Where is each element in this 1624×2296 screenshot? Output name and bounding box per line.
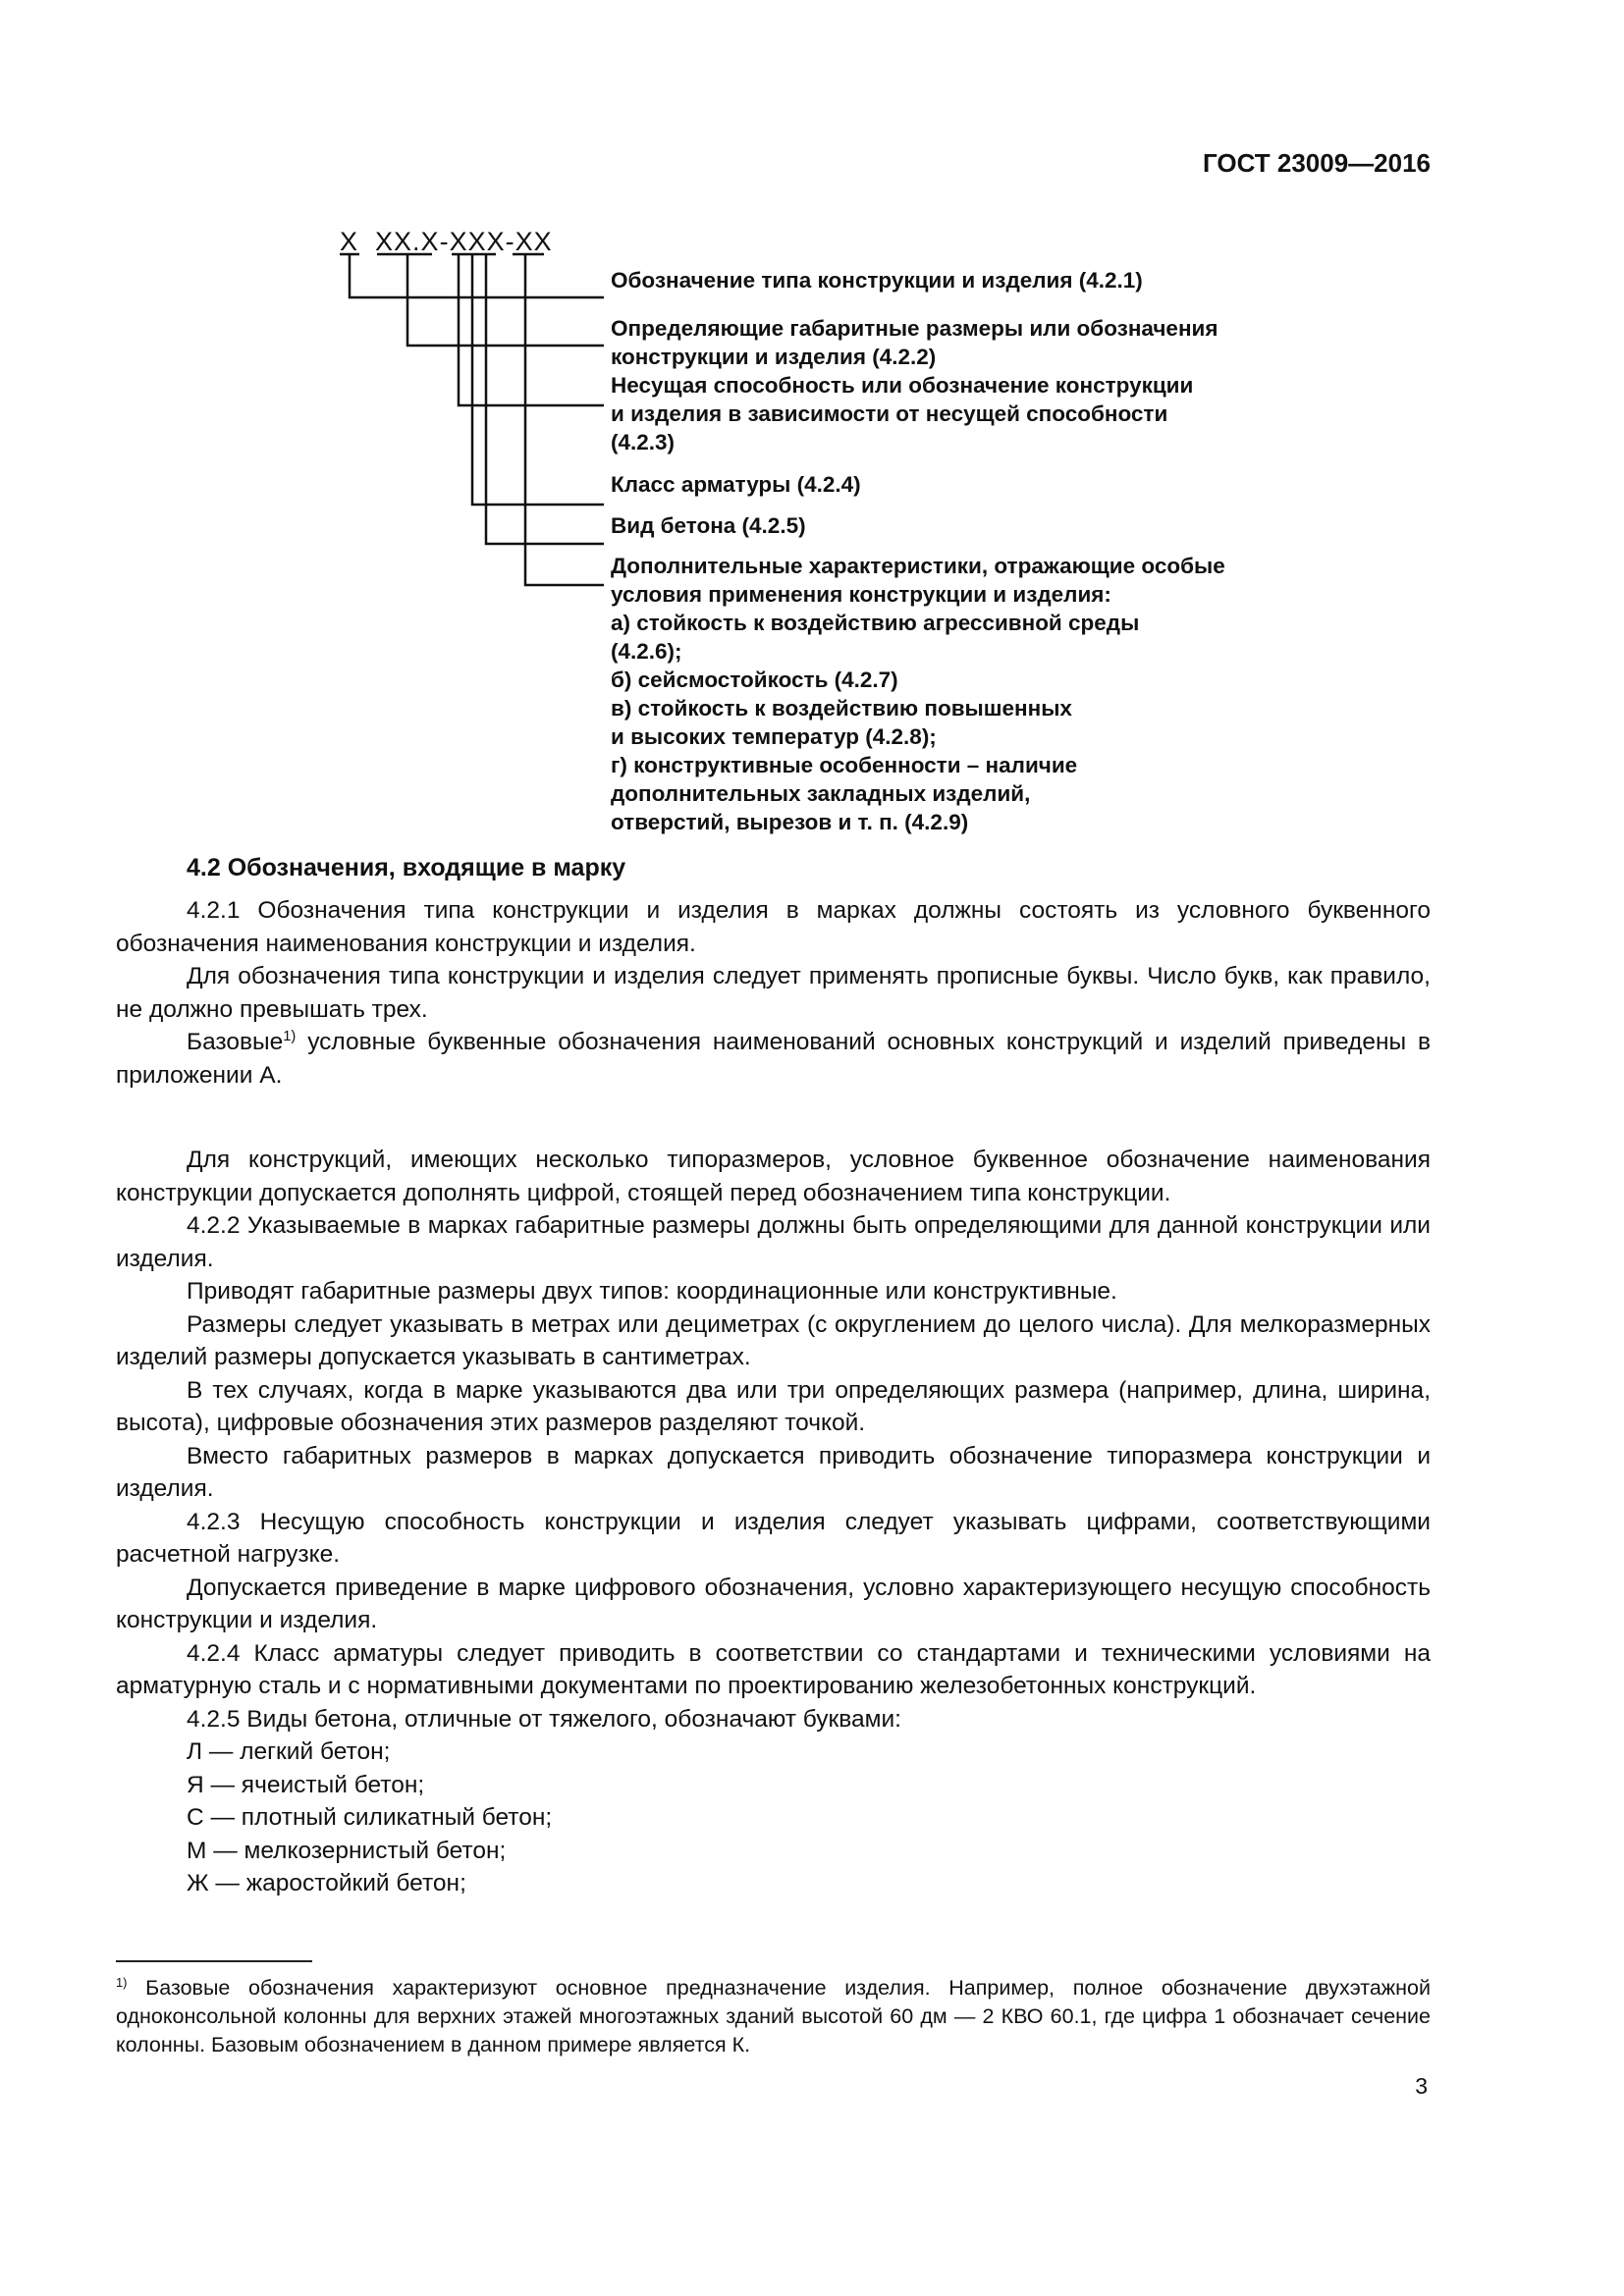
mark-structure-diagram <box>334 221 1225 839</box>
paragraph: 4.2.5 Виды бетона, отличные от тяжелого, обозначают буквами: <box>187 1705 901 1733</box>
paragraph: Размеры следует указывать в метрах или дециметрах (с округлением до целого числа). Для мелкоразмерных изделий размеры допускается указывать в сантиметрах. <box>116 1310 1431 1370</box>
footnote: $^{1)}$ Базовые обозначения характеризуют основное предназначение изделия. Например, полное обозначение двухэтажной одноконсольной колонны для верхних этажей многоэтажных зданий высотой 60 дм — 2 КВО 60.1, где цифра 1 обозначает сечение колонны. Базовым обозначением в данном примере является К. <box>116 1974 1431 2056</box>
label-type: Обозначение типа конструкции и изделия (4.2.1) <box>611 268 1143 293</box>
mark-part-extra: ХХ <box>514 227 553 256</box>
section-heading: 4.2 Обозначения, входящие в марку <box>187 854 626 881</box>
mark-part-capacity: ХХХ <box>449 227 506 256</box>
standard-header: ГОСТ 23009—2016 <box>1203 148 1431 178</box>
footnote-divider <box>116 1960 312 1962</box>
concrete-type-item: М — мелкозернистый бетон; <box>187 1837 507 1864</box>
paragraph: Вместо габаритных размеров в марках допускается приводить обозначение типоразмера конструкции и изделия. <box>116 1442 1431 1502</box>
concrete-type-item: Л — легкий бетон; <box>187 1738 391 1765</box>
concrete-type-item: С — плотный силикатный бетон; <box>187 1804 553 1831</box>
paragraph: 4.2.2 Указываемые в марках габаритные размеры должны быть определяющими для данной конструкции или изделия. <box>116 1212 1431 1272</box>
paragraph: Допускается приведение в марке цифрового обозначения, условно характеризующего несущую способность конструкции и изделия. <box>116 1574 1431 1633</box>
concrete-type-item: Я — ячеистый бетон; <box>187 1771 425 1798</box>
footnote-marker: 1) <box>116 1974 128 1990</box>
section-body <box>116 854 1431 1900</box>
label-reinforcement: Класс арматуры (4.2.4) <box>611 472 861 497</box>
mark-part-sizes: ХХ.Х <box>375 227 440 256</box>
label-concrete: Вид бетона (4.2.5) <box>611 513 806 538</box>
page-number: 3 <box>1415 2073 1428 2099</box>
paragraph: 4.2.4 Класс арматуры следует приводить в соответствии со стандартами и техническими условиями на арматурную сталь и с нормативными документами по проектированию железобетонных конструкций. <box>116 1639 1431 1699</box>
label-additional: Дополнительные характеристики, отражающие особые условия применения конструкции и изделия: а) стойкость к воздействию агрессивной среды (4.2.6); б) сейсмостойкость (4.2.7) в) стойкость к воздействию повышенных и высоких температур (4.2.8); г) конструктивные особенности – наличие дополнительных закладных изделий, отверстий, вырезов и т. п. (4.2.9) <box>611 554 1225 834</box>
paragraph: Приводят габаритные размеры двух типов: координационные или конструктивные. <box>187 1278 1117 1305</box>
paragraph: В тех случаях, когда в марке указываются два или три определяющих размера (например, длина, ширина, высота), цифровые обозначения этих размеров разделяют точкой. <box>116 1376 1431 1436</box>
paragraph: Для конструкций, имеющих несколько типоразмеров, условное буквенное обозначение наименования конструкции допускается дополнять цифрой, стоящей перед обозначением типа конструкции. <box>116 1147 1431 1206</box>
label-sizes-capacity: Определяющие габаритные размеры или обозначения конструкции и изделия (4.2.2) Несущая способность или обозначение конструкции и изделия в зависимости от несущей способности (4.2.3) <box>611 316 1218 454</box>
paragraph: Для обозначения типа конструкции и изделия следует применять прописные буквы. Число букв, как правило, не должно превышать трех. <box>116 963 1431 1023</box>
mark-part-type: Х <box>340 227 359 256</box>
footnote-ref: 1) <box>283 1028 297 1044</box>
paragraph: 4.2.1 Обозначения типа конструкции и изделия в марках должны состоять из условного буквенного обозначения наименования конструкции и изделия. <box>116 897 1431 957</box>
mark-template: Х ХХ.Х-ХХХ-ХХ <box>340 227 553 256</box>
paragraph: 4.2.3 Несущую способность конструкции и изделия следует указывать цифрами, соответствующими расчетной нагрузке. <box>116 1508 1431 1568</box>
paragraph-with-footnote-ref: Базовые$^{1)}$ условные буквенные обозначения наименований основных конструкций и изделий приведены в приложении А. <box>116 1028 1431 1089</box>
concrete-type-item: Ж — жаростойкий бетон; <box>187 1870 466 1896</box>
